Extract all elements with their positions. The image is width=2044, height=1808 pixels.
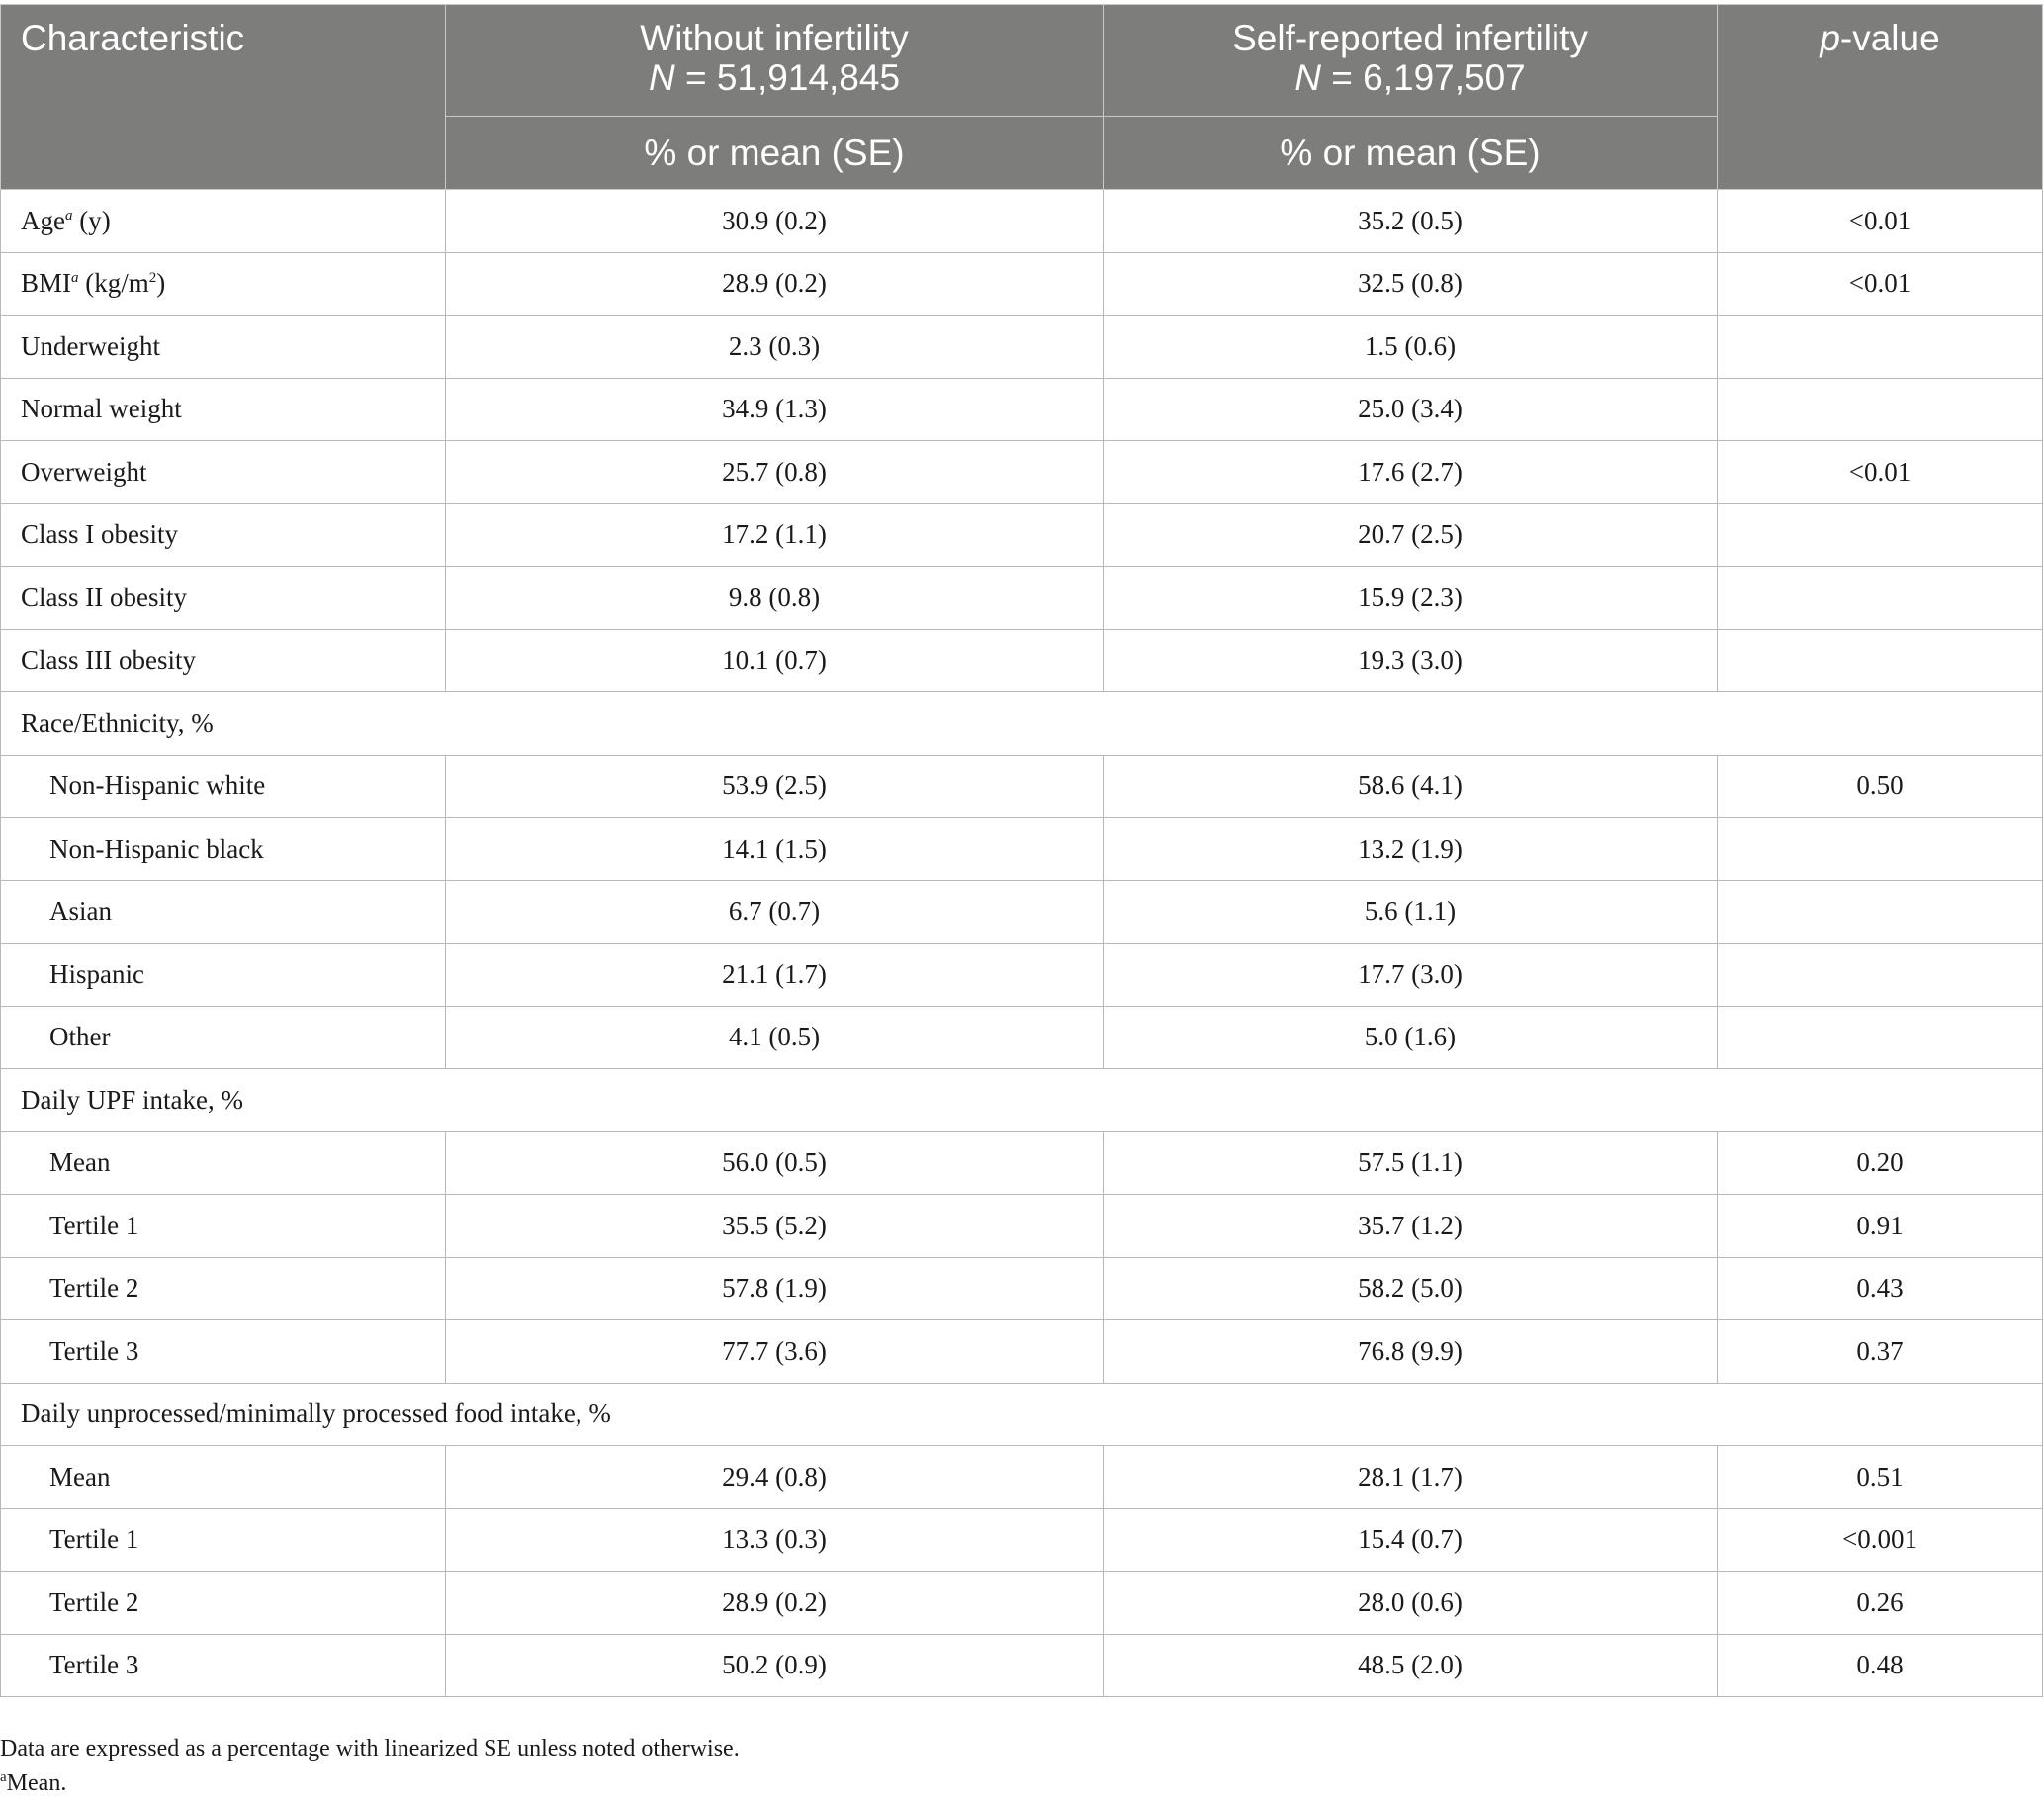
p-value: 0.20 bbox=[1718, 1131, 2043, 1195]
section-row bbox=[1, 1069, 2043, 1132]
row-label: Asian bbox=[1, 880, 446, 944]
header-p-value: p-value bbox=[1718, 5, 2043, 190]
table-row bbox=[1, 1131, 2043, 1195]
row-label: Non-Hispanic black bbox=[1, 818, 446, 881]
p-value bbox=[1718, 316, 2043, 379]
value-without-infertility: 56.0 (0.5) bbox=[446, 1131, 1104, 1195]
table-row bbox=[1, 567, 2043, 630]
table-row bbox=[1, 378, 2043, 441]
row-label: Mean bbox=[1, 1131, 446, 1195]
table-row bbox=[1, 629, 2043, 692]
table-row bbox=[1, 1320, 2043, 1384]
header-col1-n: N = 51,914,845 bbox=[648, 57, 901, 98]
p-value: 0.50 bbox=[1718, 755, 2043, 818]
header-col2-n: N = 6,197,507 bbox=[1294, 57, 1526, 98]
value-without-infertility: 57.8 (1.9) bbox=[446, 1257, 1104, 1320]
p-value: <0.01 bbox=[1718, 252, 2043, 316]
row-label: Tertile 1 bbox=[1, 1195, 446, 1258]
table-row bbox=[1, 190, 2043, 253]
p-value bbox=[1718, 818, 2043, 881]
table-row bbox=[1, 755, 2043, 818]
section-label: Daily unprocessed/minimally processed food intake, % bbox=[1, 1383, 2043, 1446]
value-without-infertility: 29.4 (0.8) bbox=[446, 1446, 1104, 1509]
p-value bbox=[1718, 378, 2043, 441]
value-self-reported-infertility: 5.6 (1.1) bbox=[1104, 880, 1718, 944]
row-label: Class III obesity bbox=[1, 629, 446, 692]
value-without-infertility: 17.2 (1.1) bbox=[446, 503, 1104, 567]
value-self-reported-infertility: 13.2 (1.9) bbox=[1104, 818, 1718, 881]
table-row bbox=[1, 1257, 2043, 1320]
row-label: Tertile 3 bbox=[1, 1320, 446, 1384]
row-label: Class I obesity bbox=[1, 503, 446, 567]
value-without-infertility: 77.7 (3.6) bbox=[446, 1320, 1104, 1384]
value-self-reported-infertility: 15.4 (0.7) bbox=[1104, 1508, 1718, 1572]
header-without-infertility bbox=[446, 5, 1104, 117]
p-value: <0.01 bbox=[1718, 190, 2043, 253]
table-row bbox=[1, 252, 2043, 316]
value-without-infertility: 21.1 (1.7) bbox=[446, 944, 1104, 1007]
header-sub-col2: % or mean (SE) bbox=[1104, 117, 1718, 190]
row-label: Non-Hispanic white bbox=[1, 755, 446, 818]
row-label: Other bbox=[1, 1006, 446, 1069]
table-row bbox=[1, 1446, 2043, 1509]
value-without-infertility: 53.9 (2.5) bbox=[446, 755, 1104, 818]
value-without-infertility: 10.1 (0.7) bbox=[446, 629, 1104, 692]
value-without-infertility: 30.9 (0.2) bbox=[446, 190, 1104, 253]
value-self-reported-infertility: 32.5 (0.8) bbox=[1104, 252, 1718, 316]
section-row bbox=[1, 692, 2043, 756]
row-label: Tertile 3 bbox=[1, 1634, 446, 1697]
p-value bbox=[1718, 629, 2043, 692]
p-value: 0.51 bbox=[1718, 1446, 2043, 1509]
p-value bbox=[1718, 880, 2043, 944]
header-characteristic: Characteristic bbox=[1, 5, 446, 190]
p-value: <0.01 bbox=[1718, 441, 2043, 504]
table-row bbox=[1, 1634, 2043, 1697]
value-without-infertility: 34.9 (1.3) bbox=[446, 378, 1104, 441]
value-self-reported-infertility: 35.2 (0.5) bbox=[1104, 190, 1718, 253]
table-header bbox=[1, 5, 2043, 190]
row-label: BMI$^a$ $(kg/m^2)$ bbox=[1, 252, 446, 316]
characteristics-table bbox=[0, 4, 2043, 1697]
value-without-infertility: 28.9 (0.2) bbox=[446, 252, 1104, 316]
row-label: Tertile 2 bbox=[1, 1257, 446, 1320]
value-self-reported-infertility: 58.6 (4.1) bbox=[1104, 755, 1718, 818]
value-without-infertility: 2.3 (0.3) bbox=[446, 316, 1104, 379]
p-value: 0.37 bbox=[1718, 1320, 2043, 1384]
row-label: Tertile 2 bbox=[1, 1572, 446, 1635]
value-without-infertility: 28.9 (0.2) bbox=[446, 1572, 1104, 1635]
row-label: Normal weight bbox=[1, 378, 446, 441]
p-value: 0.48 bbox=[1718, 1634, 2043, 1697]
section-label: Race/Ethnicity, % bbox=[1, 692, 2043, 756]
p-value: 0.43 bbox=[1718, 1257, 2043, 1320]
table-row bbox=[1, 818, 2043, 881]
table-row bbox=[1, 1572, 2043, 1635]
value-self-reported-infertility: 15.9 (2.3) bbox=[1104, 567, 1718, 630]
section-label: Daily UPF intake, % bbox=[1, 1069, 2043, 1132]
row-label: Mean bbox=[1, 1446, 446, 1509]
value-without-infertility: 4.1 (0.5) bbox=[446, 1006, 1104, 1069]
table-row bbox=[1, 1508, 2043, 1572]
table-row bbox=[1, 944, 2043, 1007]
p-value: 0.26 bbox=[1718, 1572, 2043, 1635]
table-row bbox=[1, 441, 2043, 504]
value-self-reported-infertility: 76.8 (9.9) bbox=[1104, 1320, 1718, 1384]
table-row bbox=[1, 316, 2043, 379]
row-label: Age$^a$ (y) bbox=[1, 190, 446, 253]
row-label: Tertile 1 bbox=[1, 1508, 446, 1572]
header-self-reported-infertility bbox=[1104, 5, 1718, 117]
value-without-infertility: 6.7 (0.7) bbox=[446, 880, 1104, 944]
footnote-mean: $^a$Mean. bbox=[0, 1769, 67, 1796]
value-self-reported-infertility: 5.0 (1.6) bbox=[1104, 1006, 1718, 1069]
value-without-infertility: 13.3 (0.3) bbox=[446, 1508, 1104, 1572]
value-self-reported-infertility: 48.5 (2.0) bbox=[1104, 1634, 1718, 1697]
value-self-reported-infertility: 17.6 (2.7) bbox=[1104, 441, 1718, 504]
value-without-infertility: 25.7 (0.8) bbox=[446, 441, 1104, 504]
p-value bbox=[1718, 944, 2043, 1007]
value-without-infertility: 50.2 (0.9) bbox=[446, 1634, 1104, 1697]
p-value bbox=[1718, 567, 2043, 630]
value-self-reported-infertility: 25.0 (3.4) bbox=[1104, 378, 1718, 441]
table-row bbox=[1, 503, 2043, 567]
value-self-reported-infertility: 19.3 (3.0) bbox=[1104, 629, 1718, 692]
table-row bbox=[1, 1195, 2043, 1258]
p-value: 0.91 bbox=[1718, 1195, 2043, 1258]
value-self-reported-infertility: 28.1 (1.7) bbox=[1104, 1446, 1718, 1509]
header-sub-col1: % or mean (SE) bbox=[446, 117, 1104, 190]
table-body bbox=[1, 190, 2043, 1697]
value-self-reported-infertility: 20.7 (2.5) bbox=[1104, 503, 1718, 567]
header-col1-title: Without infertility bbox=[640, 18, 909, 58]
section-row bbox=[1, 1383, 2043, 1446]
value-without-infertility: 35.5 (5.2) bbox=[446, 1195, 1104, 1258]
value-self-reported-infertility: 1.5 (0.6) bbox=[1104, 316, 1718, 379]
table-row bbox=[1, 1006, 2043, 1069]
row-label: Class II obesity bbox=[1, 567, 446, 630]
row-label: Hispanic bbox=[1, 944, 446, 1007]
row-label: Overweight bbox=[1, 441, 446, 504]
value-without-infertility: 14.1 (1.5) bbox=[446, 818, 1104, 881]
value-self-reported-infertility: 57.5 (1.1) bbox=[1104, 1131, 1718, 1195]
row-label: Underweight bbox=[1, 316, 446, 379]
value-self-reported-infertility: 17.7 (3.0) bbox=[1104, 944, 1718, 1007]
p-value bbox=[1718, 1006, 2043, 1069]
header-col2-title: Self-reported infertility bbox=[1232, 18, 1588, 58]
p-value: <0.001 bbox=[1718, 1508, 2043, 1572]
table-row bbox=[1, 880, 2043, 944]
value-self-reported-infertility: 35.7 (1.2) bbox=[1104, 1195, 1718, 1258]
value-self-reported-infertility: 28.0 (0.6) bbox=[1104, 1572, 1718, 1635]
footnote-data-note: Data are expressed as a percentage with linearized SE unless noted otherwise. bbox=[0, 1736, 740, 1762]
value-self-reported-infertility: 58.2 (5.0) bbox=[1104, 1257, 1718, 1320]
p-value bbox=[1718, 503, 2043, 567]
value-without-infertility: 9.8 (0.8) bbox=[446, 567, 1104, 630]
